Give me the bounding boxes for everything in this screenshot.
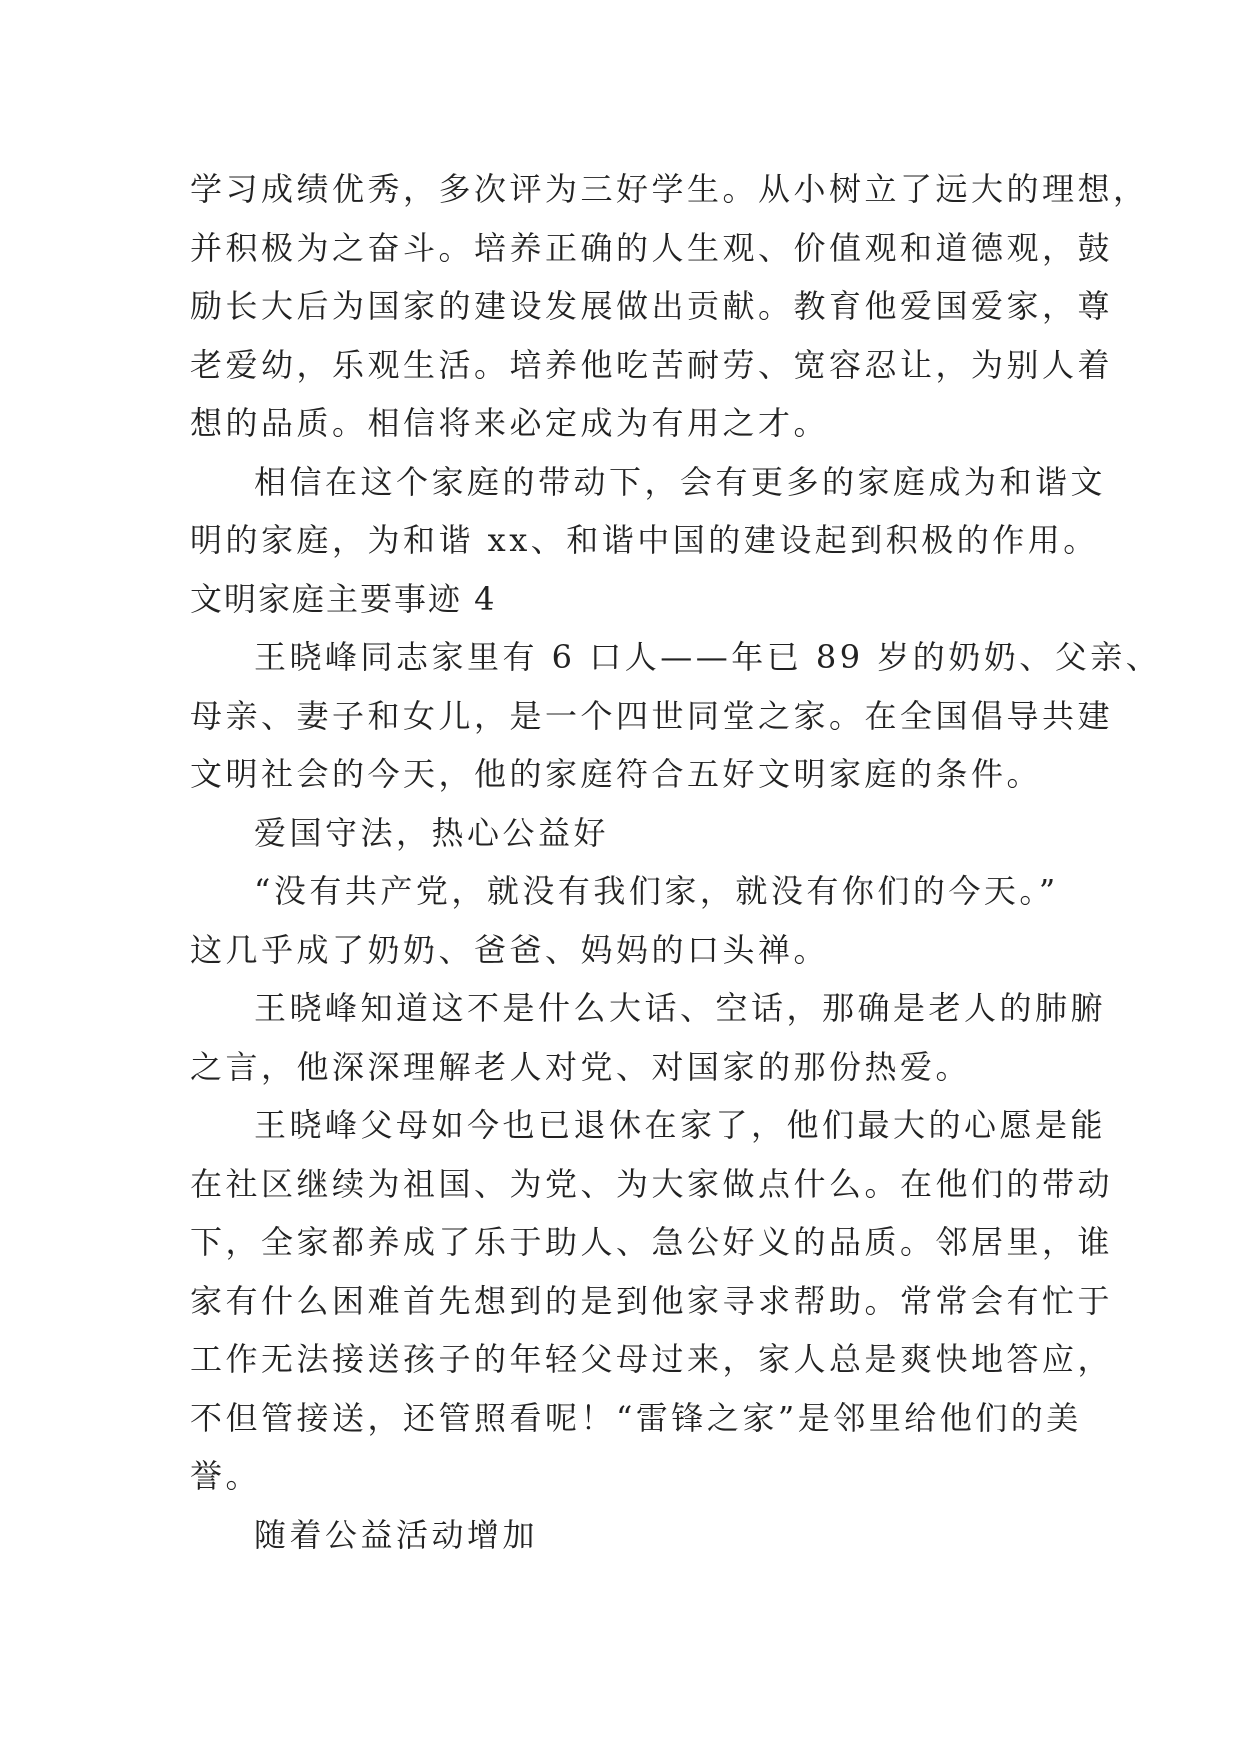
text-line: 明的家庭，为和谐 xx、和谐中国的建设起到积极的作用。 [190, 521, 1099, 559]
text-line: 母亲、妻子和女儿，是一个四世同堂之家。在全国倡导共建 [190, 696, 1114, 735]
text-line: 并积极为之奋斗。培养正确的人生观、价值观和道德观，鼓 [190, 228, 1114, 267]
section-heading: 文明家庭主要事迹 4 [190, 579, 497, 618]
paragraph-start-line: 王晓峰同志家里有 6 口人——年已 89 岁的奶奶、父亲、 [254, 638, 1162, 676]
text-line: 学习成绩优秀，多次评为三好学生。从小树立了远大的理想， [190, 170, 1149, 208]
text-line: 家有什么困难首先想到的是到他家寻求帮助。常常会有忙于 [190, 1281, 1114, 1320]
text-line: 这几乎成了奶奶、爸爸、妈妈的口头禅。 [190, 930, 830, 969]
text-line: 老爱幼，乐观生活。培养他吃苦耐劳、宽容忍让，为别人着 [190, 345, 1114, 384]
text-line: 下，全家都养成了乐于助人、急公好义的品质。邻居里，谁 [190, 1223, 1114, 1261]
text-line: 励长大后为国家的建设发展做出贡献。教育他爱国爱家，尊 [190, 287, 1114, 325]
text-line: 文明社会的今天，他的家庭符合五好文明家庭的条件。 [190, 755, 1043, 793]
subheading-line: 爱国守法，热心公益好 [254, 813, 610, 852]
paragraph-start-line: 随着公益活动增加 [254, 1515, 539, 1554]
paragraph-start-line: 王晓峰父母如今也已退休在家了，他们最大的心愿是能 [254, 1106, 1107, 1144]
text-line: 想的品质。相信将来必定成为有用之才。 [190, 404, 830, 442]
text-line: 之言，他深深理解老人对党、对国家的那份热爱。 [190, 1047, 972, 1086]
text-line: 在社区继续为祖国、为党、为大家做点什么。在他们的带动 [190, 1164, 1114, 1203]
text-line: 不但管接送，还管照看呢！“雷锋之家”是邻里给他们的美 [190, 1398, 1082, 1437]
quote-line: “没有共产党，就没有我们家，就没有你们的今天。” [254, 872, 1059, 910]
text-line: 工作无法接送孩子的年轻父母过来，家人总是爽快地答应， [190, 1340, 1114, 1378]
text-line: 誉。 [190, 1457, 262, 1495]
paragraph-start-line: 王晓峰知道这不是什么大话、空话，那确是老人的肺腑 [254, 989, 1107, 1027]
document-body [190, 160, 1162, 1564]
paragraph-start-line: 相信在这个家庭的带动下，会有更多的家庭成为和谐文 [254, 462, 1107, 501]
